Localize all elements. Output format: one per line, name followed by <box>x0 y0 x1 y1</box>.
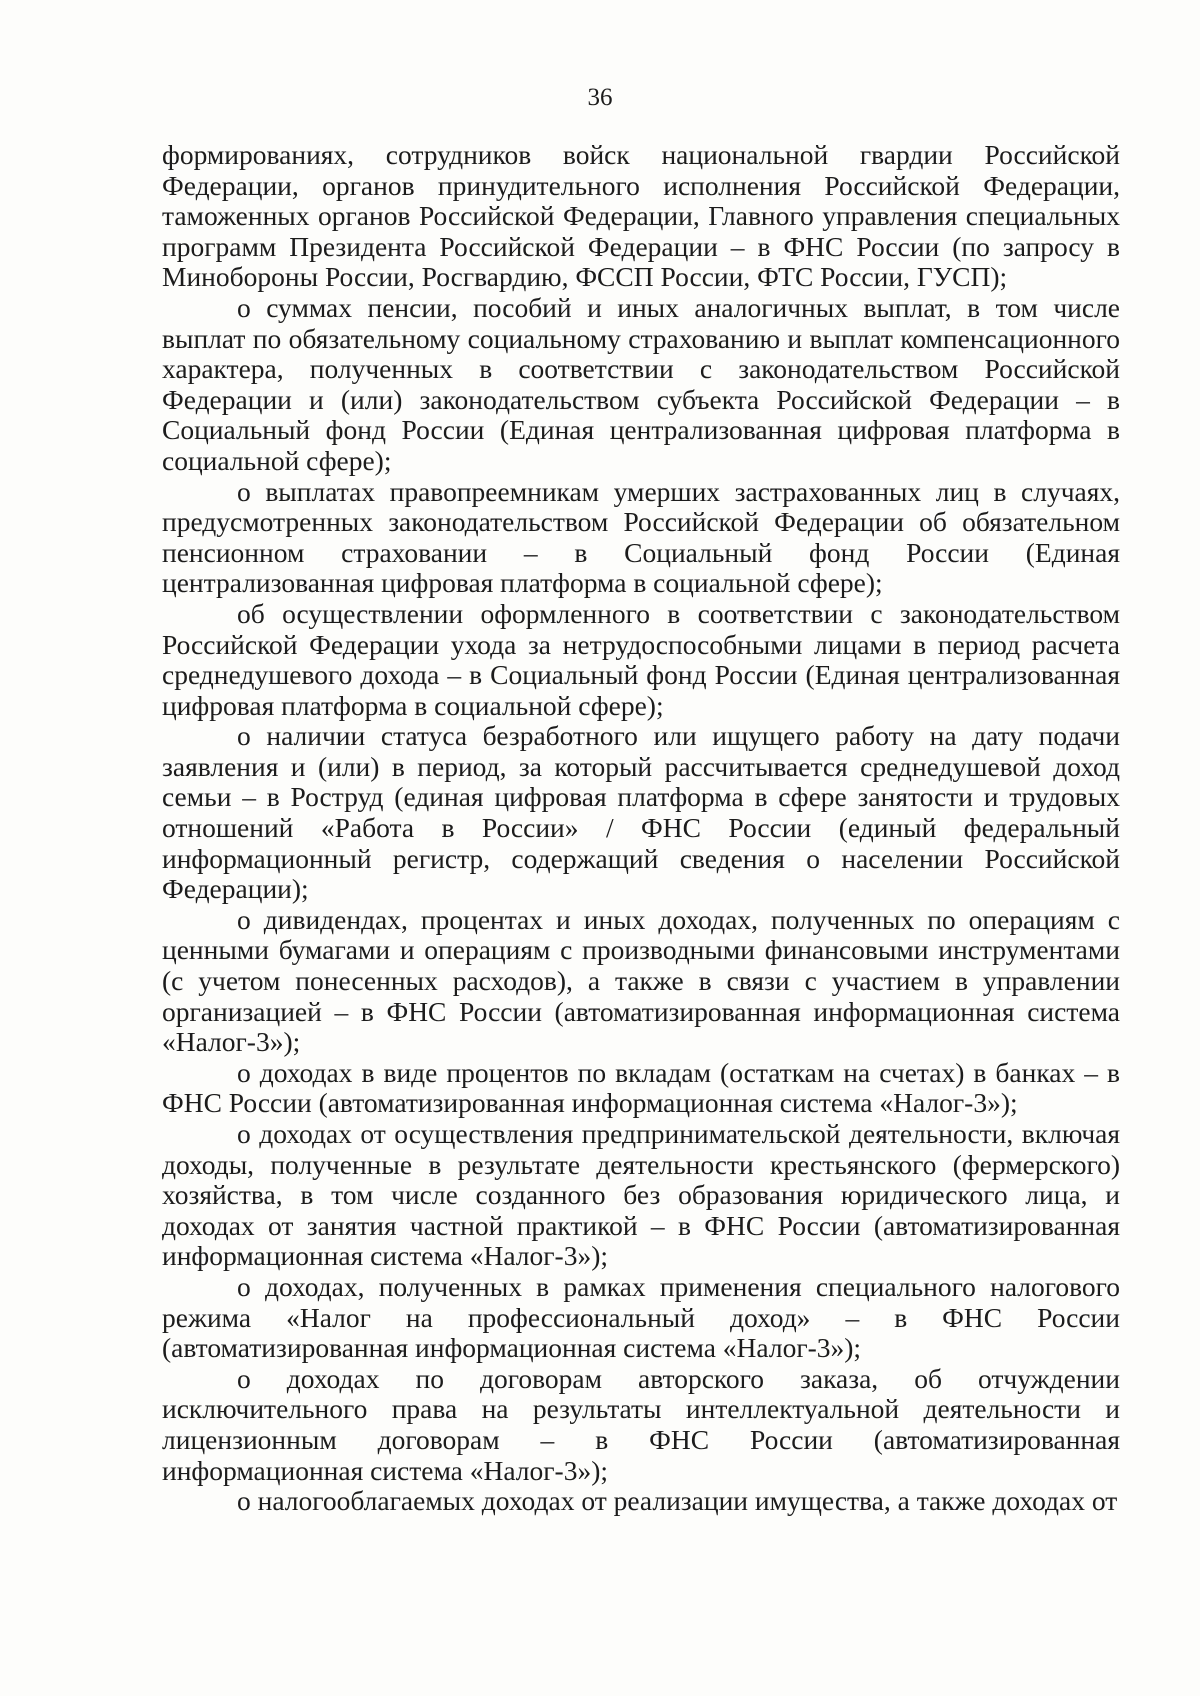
document-body <box>162 140 1120 1517</box>
paragraph-unemployed-status: о наличии статуса безработного или ищущего работу на дату подачи заявления и (или) в период, за который рассчитывается среднедушевой доход семьи – в Роструд (единая цифровая платформа в сфере занятости и трудовых отношений «Работа в России» / ФНС России (единый федеральный информационный регистр, содержащий сведения о населении Российской Федерации); <box>162 720 1120 905</box>
paragraph-dividends: о дивидендах, процентах и иных доходах, полученных по операциям с ценными бумагами и операциям с производными финансовыми инструментами (с учетом понесенных расходов), а также в связи с участием в управлении организацией – в ФНС России (автоматизированная информационная система «Налог-3»); <box>162 903 1120 1058</box>
paragraph-pension-amounts: о суммах пенсии, пособий и иных аналогичных выплат, в том числе выплат по обязательному социальному страхованию и выплат компенсационного характера, полученных в соответствии с законодательством Российской Федерации и (или) законодательством субъекта Российской Федерации – в Социальный фонд России (Единая централизованная цифровая платформа в социальной сфере); <box>162 291 1120 476</box>
paragraph-author-contracts: о доходах по договорам авторского заказа, об отчуждении исключительного права на результаты интеллектуальной деятельности и лицензионным договорам – в ФНС России (автоматизированная информационная система «Налог-3»); <box>162 1362 1120 1486</box>
paragraph-property-sale-income: о налогооблагаемых доходах от реализации имущества, а также доходах от <box>237 1485 1118 1517</box>
paragraph-business-income: о доходах от осуществления предпринимательской деятельности, включая доходы, полученные в результате деятельности крестьянского (фермерского) хозяйства, в том числе созданного без образования юридического лица, и доходах от занятия частной практикой – в ФНС России (автоматизированная информационная система «Налог-3»); <box>162 1118 1120 1272</box>
paragraph-care-for-disabled: об осуществлении оформленного в соответствии с законодательством Российской Федерации ухода за нетрудоспособными лицами в период расчета среднедушевого дохода – в Социальный фонд России (Единая централизованная цифровая платформа в социальной сфере); <box>162 597 1120 721</box>
paragraph-deposit-interest: о доходах в виде процентов по вкладам (остаткам на счетах) в банках – в ФНС России (автоматизированная информационная система «Налог-3»); <box>162 1056 1120 1119</box>
paragraph-successor-payments: о выплатах правопреемникам умерших застрахованных лиц в случаях, предусмотренных законодательством Российской Федерации об обязательном пенсионном страховании – в Социальный фонд России (Единая централизованная цифровая платформа в социальной сфере); <box>162 475 1120 599</box>
paragraph-professional-income-tax: о доходах, полученных в рамках применения специального налогового режима «Налог на профессиональный доход» – в ФНС России (автоматизированная информационная система «Налог-3»); <box>162 1270 1120 1364</box>
paragraph-continuation: формированиях, сотрудников войск национальной гвардии Российской Федерации, органов принудительного исполнения Российской Федерации, таможенных органов Российской Федерации, Главного управления специальных программ Президента Российской Федерации – в ФНС России (по запросу в Минобороны России, Росгвардию, ФССП России, ФТС России, ГУСП); <box>162 139 1120 293</box>
page-number: 36 <box>587 84 613 111</box>
